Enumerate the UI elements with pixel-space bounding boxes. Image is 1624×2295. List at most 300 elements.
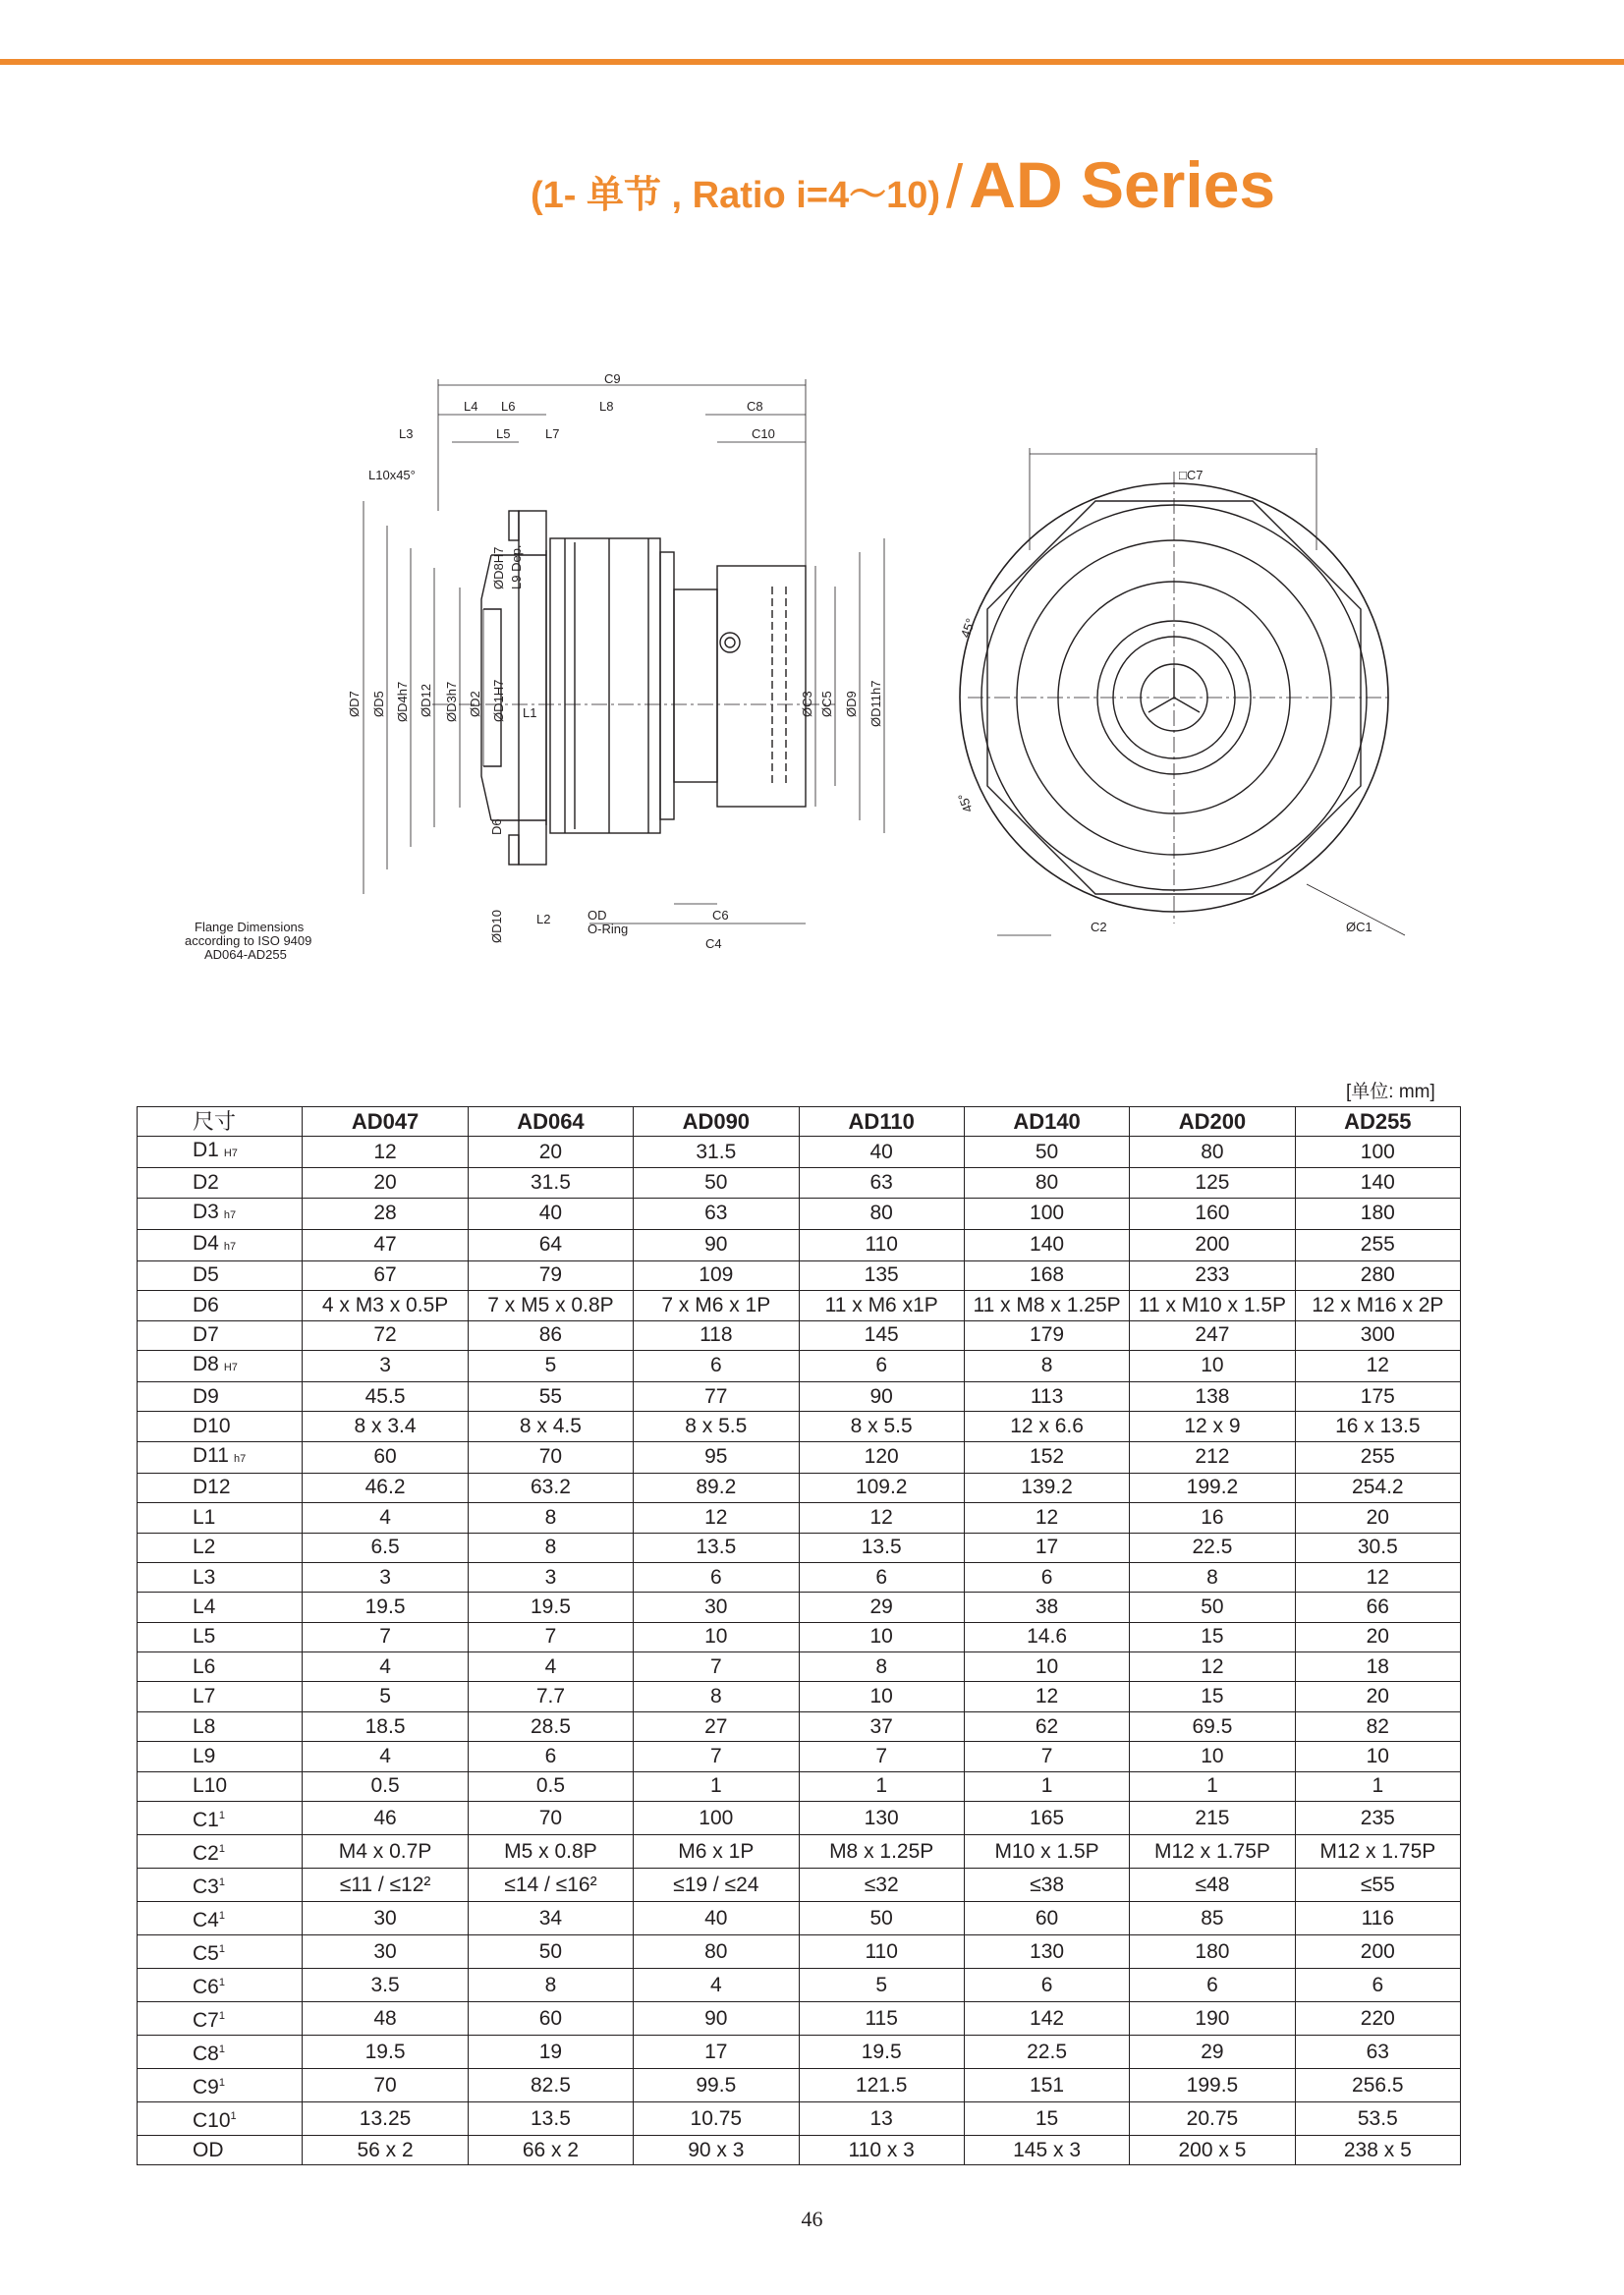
value-cell: 10	[799, 1682, 964, 1711]
label-l7: L7	[545, 426, 560, 441]
value-cell: 53.5	[1295, 2102, 1460, 2136]
row-label: D3 h7	[138, 1198, 303, 1229]
table-row	[138, 2136, 1461, 2165]
value-cell: 18.5	[303, 1711, 468, 1741]
label-l3: L3	[399, 426, 414, 441]
value-cell: 6.5	[303, 1533, 468, 1562]
value-cell: 10	[1130, 1742, 1295, 1771]
table-row	[138, 1682, 1461, 1711]
title-subtitle: (1- 单节 , Ratio i=4～10)	[531, 175, 941, 216]
value-cell: 8 x 5.5	[634, 1412, 799, 1441]
label-d5: ØD5	[371, 691, 386, 717]
value-cell: 60	[303, 1441, 468, 1473]
label-c7: □C7	[1179, 468, 1204, 482]
value-cell: 14.6	[964, 1622, 1129, 1651]
value-cell: 63	[799, 1168, 964, 1198]
page-title	[531, 147, 1513, 222]
value-cell: 139.2	[964, 1473, 1129, 1502]
value-cell: 82.5	[468, 2069, 633, 2102]
header-cell: AD140	[964, 1107, 1129, 1137]
value-cell: 110	[799, 1229, 964, 1260]
value-cell: 48	[303, 2002, 468, 2036]
value-cell: 10	[1295, 1742, 1460, 1771]
row-label: $C3^1$	[138, 1869, 303, 1902]
value-cell: ≤55	[1295, 1869, 1460, 1902]
table-row	[138, 1533, 1461, 1562]
value-cell: 50	[634, 1168, 799, 1198]
value-cell: 100	[1295, 1137, 1460, 1168]
table-row	[138, 1802, 1461, 1835]
value-cell: 29	[799, 1593, 964, 1622]
value-cell: 0.5	[468, 1771, 633, 1801]
table-row	[138, 1562, 1461, 1592]
row-label: D9	[138, 1381, 303, 1411]
value-cell: 145 x 3	[964, 2136, 1129, 2165]
value-cell: 130	[964, 1935, 1129, 1969]
value-cell: 8	[1130, 1562, 1295, 1592]
label-d12: ØD12	[419, 684, 433, 717]
value-cell: 179	[964, 1320, 1129, 1350]
value-cell: 15	[964, 2102, 1129, 2136]
value-cell: 30.5	[1295, 1533, 1460, 1562]
value-cell: 38	[964, 1593, 1129, 1622]
value-cell: 95	[634, 1441, 799, 1473]
value-cell: 66	[1295, 1593, 1460, 1622]
label-l6: L6	[501, 399, 516, 414]
header-cell: AD110	[799, 1107, 964, 1137]
value-cell: 138	[1130, 1381, 1295, 1411]
label-d2: ØD2	[468, 691, 482, 717]
value-cell: 5	[468, 1350, 633, 1381]
label-c4: C4	[705, 936, 722, 951]
value-cell: 168	[964, 1260, 1129, 1290]
value-cell: 254.2	[1295, 1473, 1460, 1502]
value-cell: 256.5	[1295, 2069, 1460, 2102]
label-l5: L5	[496, 426, 511, 441]
value-cell: 99.5	[634, 2069, 799, 2102]
value-cell: 60	[468, 2002, 633, 2036]
table-row	[138, 1652, 1461, 1682]
label-d6: D6	[489, 818, 504, 835]
row-label: L5	[138, 1622, 303, 1651]
header-cell: 尺寸	[138, 1107, 303, 1137]
value-cell: 12 x 9	[1130, 1412, 1295, 1441]
value-cell: 10.75	[634, 2102, 799, 2136]
value-cell: 13.5	[799, 1533, 964, 1562]
table-row	[138, 2002, 1461, 2036]
value-cell: 12 x M16 x 2P	[1295, 1291, 1460, 1320]
value-cell: 12 x 6.6	[964, 1412, 1129, 1441]
spec-table	[137, 1106, 1461, 2165]
label-l4: L4	[464, 399, 478, 414]
table-row	[138, 1320, 1461, 1350]
value-cell: 1	[964, 1771, 1129, 1801]
value-cell: 80	[799, 1198, 964, 1229]
value-cell: 180	[1295, 1198, 1460, 1229]
value-cell: 6	[964, 1562, 1129, 1592]
table-row	[138, 1771, 1461, 1801]
value-cell: 79	[468, 1260, 633, 1290]
side-view	[481, 511, 806, 865]
row-label: L6	[138, 1652, 303, 1682]
row-label: L7	[138, 1682, 303, 1711]
value-cell: 8	[468, 1533, 633, 1562]
table-row	[138, 1441, 1461, 1473]
value-cell: 1	[799, 1771, 964, 1801]
value-cell: 40	[468, 1198, 633, 1229]
label-l9: L9 Dep.	[509, 544, 524, 589]
value-cell: 70	[468, 1441, 633, 1473]
label-c1: ØC1	[1346, 920, 1372, 934]
value-cell: 109.2	[799, 1473, 964, 1502]
header-cell: AD200	[1130, 1107, 1295, 1137]
value-cell: 8	[964, 1350, 1129, 1381]
value-cell: 20	[1295, 1622, 1460, 1651]
value-cell: 6	[634, 1350, 799, 1381]
value-cell: 199.5	[1130, 2069, 1295, 2102]
value-cell: M12 x 1.75P	[1295, 1835, 1460, 1869]
value-cell: ≤32	[799, 1869, 964, 1902]
top-orange-rule	[0, 59, 1624, 65]
value-cell: 121.5	[799, 2069, 964, 2102]
label-c10: C10	[752, 426, 775, 441]
label-d4: ØD4h7	[395, 681, 410, 722]
value-cell: ≤48	[1130, 1869, 1295, 1902]
header-cell: AD064	[468, 1107, 633, 1137]
value-cell: 80	[964, 1168, 1129, 1198]
table-body	[138, 1137, 1461, 2165]
value-cell: 10	[634, 1622, 799, 1651]
value-cell: 4 x M3 x 0.5P	[303, 1291, 468, 1320]
value-cell: 220	[1295, 2002, 1460, 2036]
value-cell: 247	[1130, 1320, 1295, 1350]
page-number: 46	[801, 2207, 823, 2231]
value-cell: ≤38	[964, 1869, 1129, 1902]
value-cell: 109	[634, 1260, 799, 1290]
value-cell: 69.5	[1130, 1711, 1295, 1741]
value-cell: 6	[799, 1350, 964, 1381]
row-label: $C10^1$	[138, 2102, 303, 2136]
label-l2: L2	[536, 912, 551, 926]
value-cell: 8	[799, 1652, 964, 1682]
value-cell: 7	[964, 1742, 1129, 1771]
value-cell: 175	[1295, 1381, 1460, 1411]
value-cell: 20	[1295, 1682, 1460, 1711]
table-row	[138, 1622, 1461, 1651]
value-cell: 13.5	[634, 1533, 799, 1562]
value-cell: 100	[964, 1198, 1129, 1229]
value-cell: M12 x 1.75P	[1130, 1835, 1295, 1869]
label-c2: C2	[1091, 920, 1107, 934]
value-cell: 15	[1130, 1682, 1295, 1711]
value-cell: 82	[1295, 1711, 1460, 1741]
label-c8: C8	[747, 399, 763, 414]
label-c3: ØC3	[800, 691, 814, 717]
value-cell: 20	[303, 1168, 468, 1198]
value-cell: 47	[303, 1229, 468, 1260]
row-label: $C5^1$	[138, 1935, 303, 1969]
value-cell: 10	[799, 1622, 964, 1651]
table-row	[138, 1229, 1461, 1260]
row-label: D7	[138, 1320, 303, 1350]
value-cell: 6	[964, 1969, 1129, 2002]
value-cell: 140	[1295, 1168, 1460, 1198]
row-label: $C1^1$	[138, 1802, 303, 1835]
value-cell: 151	[964, 2069, 1129, 2102]
row-label: L2	[138, 1533, 303, 1562]
value-cell: 80	[634, 1935, 799, 1969]
label-angle-2: 45°	[954, 791, 976, 815]
value-cell: 6	[1295, 1969, 1460, 2002]
label-angle-1: 45°	[957, 616, 979, 641]
row-label: $C4^1$	[138, 1902, 303, 1935]
value-cell: 19.5	[799, 2036, 964, 2069]
value-cell: 13.5	[468, 2102, 633, 2136]
value-cell: 118	[634, 1320, 799, 1350]
front-dimension-lines	[968, 448, 1405, 935]
value-cell: 66 x 2	[468, 2136, 633, 2165]
value-cell: 200	[1130, 1229, 1295, 1260]
value-cell: ≤19 / ≤24	[634, 1869, 799, 1902]
value-cell: 4	[634, 1969, 799, 2002]
value-cell: 120	[799, 1441, 964, 1473]
title-series: AD Series	[969, 148, 1276, 221]
value-cell: 31.5	[468, 1168, 633, 1198]
value-cell: 7 x M6 x 1P	[634, 1291, 799, 1320]
table-row	[138, 1935, 1461, 1969]
value-cell: 280	[1295, 1260, 1460, 1290]
value-cell: 6	[1130, 1969, 1295, 2002]
label-d10: ØD10	[489, 910, 504, 943]
value-cell: 13	[799, 2102, 964, 2136]
value-cell: 50	[468, 1935, 633, 1969]
row-label: L8	[138, 1711, 303, 1741]
housing-outline	[550, 538, 660, 833]
value-cell: 8	[468, 1503, 633, 1533]
table-row	[138, 1291, 1461, 1320]
value-cell: 6	[634, 1562, 799, 1592]
value-cell: 64	[468, 1229, 633, 1260]
value-cell: 17	[634, 2036, 799, 2069]
value-cell: 3	[303, 1562, 468, 1592]
value-cell: 80	[1130, 1137, 1295, 1168]
value-cell: 10	[1130, 1350, 1295, 1381]
value-cell: 1	[1295, 1771, 1460, 1801]
value-cell: 31.5	[634, 1137, 799, 1168]
value-cell: 215	[1130, 1802, 1295, 1835]
value-cell: 12	[1130, 1652, 1295, 1682]
table-row	[138, 1137, 1461, 1168]
value-cell: 90	[634, 2002, 799, 2036]
value-cell: 11 x M10 x 1.5P	[1130, 1291, 1295, 1320]
value-cell: 238 x 5	[1295, 2136, 1460, 2165]
value-cell: 115	[799, 2002, 964, 2036]
value-cell: 6	[468, 1742, 633, 1771]
value-cell: 50	[799, 1902, 964, 1935]
value-cell: 160	[1130, 1198, 1295, 1229]
value-cell: 20	[1295, 1503, 1460, 1533]
value-cell: 8	[634, 1682, 799, 1711]
value-cell: 113	[964, 1381, 1129, 1411]
value-cell: 30	[303, 1935, 468, 1969]
value-cell: 67	[303, 1260, 468, 1290]
value-cell: 90	[634, 1229, 799, 1260]
value-cell: 255	[1295, 1441, 1460, 1473]
value-cell: 19.5	[303, 1593, 468, 1622]
label-d1: ØD1H7	[491, 679, 506, 722]
label-c5: ØC5	[819, 691, 834, 717]
value-cell: 34	[468, 1902, 633, 1935]
value-cell: 40	[799, 1137, 964, 1168]
value-cell: 13.25	[303, 2102, 468, 2136]
value-cell: M4 x 0.7P	[303, 1835, 468, 1869]
row-label: D5	[138, 1260, 303, 1290]
value-cell: 56 x 2	[303, 2136, 468, 2165]
value-cell: 86	[468, 1320, 633, 1350]
table-row	[138, 2102, 1461, 2136]
value-cell: 8 x 5.5	[799, 1412, 964, 1441]
value-cell: 12	[303, 1137, 468, 1168]
value-cell: 10	[964, 1652, 1129, 1682]
row-label: L3	[138, 1562, 303, 1592]
table-header-row	[138, 1107, 1461, 1137]
value-cell: 72	[303, 1320, 468, 1350]
value-cell: 11 x M8 x 1.25P	[964, 1291, 1129, 1320]
value-cell: M8 x 1.25P	[799, 1835, 964, 1869]
value-cell: 27	[634, 1711, 799, 1741]
value-cell: 140	[964, 1229, 1129, 1260]
value-cell: 50	[964, 1137, 1129, 1168]
value-cell: 5	[303, 1682, 468, 1711]
value-cell: M10 x 1.5P	[964, 1835, 1129, 1869]
row-label: $C9^1$	[138, 2069, 303, 2102]
value-cell: 19.5	[468, 1593, 633, 1622]
value-cell: 22.5	[964, 2036, 1129, 2069]
value-cell: 63	[1295, 2036, 1460, 2069]
value-cell: 255	[1295, 1229, 1460, 1260]
value-cell: 12	[634, 1503, 799, 1533]
value-cell: 19.5	[303, 2036, 468, 2069]
table-row	[138, 2069, 1461, 2102]
value-cell: 4	[468, 1652, 633, 1682]
value-cell: 0.5	[303, 1771, 468, 1801]
table-row	[138, 1350, 1461, 1381]
value-cell: 40	[634, 1902, 799, 1935]
header-cell: AD255	[1295, 1107, 1460, 1137]
header-cell: AD090	[634, 1107, 799, 1137]
value-cell: 7	[634, 1652, 799, 1682]
label-d3: ØD3h7	[444, 681, 459, 722]
value-cell: 233	[1130, 1260, 1295, 1290]
table-row	[138, 1902, 1461, 1935]
label-d9: ØD9	[844, 691, 859, 717]
technical-drawing	[185, 371, 1405, 992]
value-cell: 145	[799, 1320, 964, 1350]
value-cell: 16	[1130, 1503, 1295, 1533]
value-cell: 3.5	[303, 1969, 468, 2002]
value-cell: 116	[1295, 1902, 1460, 1935]
table-row	[138, 1412, 1461, 1441]
value-cell: 20.75	[1130, 2102, 1295, 2136]
value-cell: 12	[799, 1503, 964, 1533]
value-cell: 8	[468, 1969, 633, 2002]
value-cell: 11 x M6 x1P	[799, 1291, 964, 1320]
label-c6: C6	[712, 908, 729, 923]
value-cell: 100	[634, 1802, 799, 1835]
table-row	[138, 1742, 1461, 1771]
label-od: OD	[588, 908, 607, 923]
table-row	[138, 1473, 1461, 1502]
value-cell: 110 x 3	[799, 2136, 964, 2165]
value-cell: 235	[1295, 1802, 1460, 1835]
value-cell: 7	[303, 1622, 468, 1651]
value-cell: 50	[1130, 1593, 1295, 1622]
label-flange-2: according to ISO 9409	[185, 933, 312, 948]
value-cell: 130	[799, 1802, 964, 1835]
value-cell: 19	[468, 2036, 633, 2069]
value-cell: 300	[1295, 1320, 1460, 1350]
value-cell: M6 x 1P	[634, 1835, 799, 1869]
row-label: $C2^1$	[138, 1835, 303, 1869]
value-cell: 85	[1130, 1902, 1295, 1935]
value-cell: 30	[634, 1593, 799, 1622]
value-cell: 3	[468, 1562, 633, 1592]
value-cell: 4	[303, 1503, 468, 1533]
value-cell: 63	[634, 1198, 799, 1229]
value-cell: 142	[964, 2002, 1129, 2036]
value-cell: 17	[964, 1533, 1129, 1562]
value-cell: 7.7	[468, 1682, 633, 1711]
value-cell: 16 x 13.5	[1295, 1412, 1460, 1441]
table-row	[138, 1969, 1461, 2002]
table-row	[138, 1711, 1461, 1741]
row-label: D2	[138, 1168, 303, 1198]
value-cell: 7	[799, 1742, 964, 1771]
value-cell: 5	[799, 1969, 964, 2002]
value-cell: 22.5	[1130, 1533, 1295, 1562]
label-d8: ØD8H7	[491, 546, 506, 589]
value-cell: 63.2	[468, 1473, 633, 1502]
value-cell: 12	[964, 1682, 1129, 1711]
value-cell: 110	[799, 1935, 964, 1969]
table-row	[138, 2036, 1461, 2069]
value-cell: 135	[799, 1260, 964, 1290]
value-cell: 60	[964, 1902, 1129, 1935]
value-cell: 89.2	[634, 1473, 799, 1502]
table-row	[138, 1869, 1461, 1902]
value-cell: 1	[634, 1771, 799, 1801]
unit-label: [单位: mm]	[1346, 1082, 1435, 1102]
value-cell: 62	[964, 1711, 1129, 1741]
header-cell: AD047	[303, 1107, 468, 1137]
value-cell: 1	[1130, 1771, 1295, 1801]
row-label: L4	[138, 1593, 303, 1622]
value-cell: 3	[303, 1350, 468, 1381]
row-label: $C6^1$	[138, 1969, 303, 2002]
value-cell: 45.5	[303, 1381, 468, 1411]
value-cell: 30	[303, 1902, 468, 1935]
row-label: $C8^1$	[138, 2036, 303, 2069]
value-cell: 165	[964, 1802, 1129, 1835]
value-cell: 15	[1130, 1622, 1295, 1651]
row-label: D1 H7	[138, 1137, 303, 1168]
table-row	[138, 1503, 1461, 1533]
row-label: L10	[138, 1771, 303, 1801]
value-cell: 7	[634, 1742, 799, 1771]
value-cell: 8 x 4.5	[468, 1412, 633, 1441]
label-flange-3: AD064-AD255	[204, 947, 287, 962]
value-cell: 152	[964, 1441, 1129, 1473]
